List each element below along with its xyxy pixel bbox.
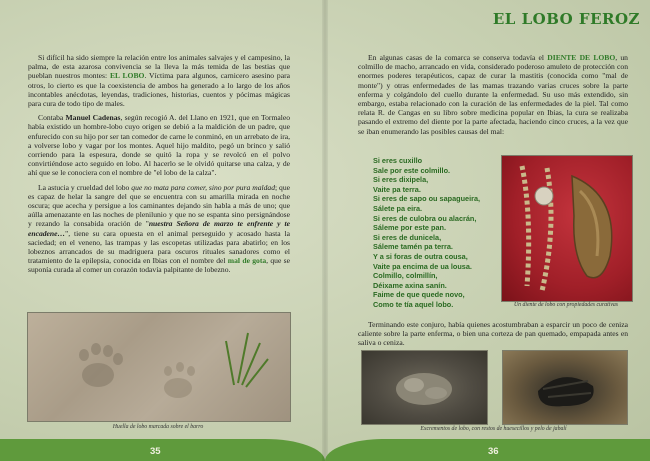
right-closing-text (358, 320, 628, 353)
spell-line: Colmillo, colmillín, (373, 271, 438, 281)
bold-mal-de-gota: mal de gota (227, 256, 267, 266)
section-title: EL LOBO FEROZ (492, 10, 640, 28)
wolf-track-image (28, 313, 290, 421)
prayer-quote: nuestra Señora de marzo te enfrente y te encadene… (28, 219, 290, 238)
paragraph-astucia: La astucia y crueldad del lobo que no mata para comer, sino por pura maldad; que es capaz de helar la sangre del que se encuentra con su amarilla mirada en noche oscura; que acecha y persigue a los caminantes dejando sin habla a más de uno; que aúlla amenazante en las noches de plenilunio y que no se espanta sino persignándose y rezando la consabida oración de "nuestra Señora de marzo te enfrente y te encadene…", tiene su cara opuesta en el animal perseguido y acosado hasta la saciedad; en el veneno, las trampas y las escopetas utilizadas para abatirlo; en los lobeznos arrancados de su madriguera para oscuros rituales sanadores como el tratamiento de la epilepsia, conocida en Ibias con el nombre del mal de gota, que se suponía curada al comer un corazón todavía palpitante de lobezno. (28, 182, 290, 275)
paragraph-intro: Si difícil ha sido siempre la relación entre los animales salvajes y el campesino, la palma, de esta azarosa convivencia se la lleva la más temida de las bestias que pueblan nuestros montes: EL LOBO. Víctima para algunos, carnicero asesino para otros, lo cierto es que la coexistencia de ambos ha generado a lo largo de los años incontables anécdotas, leyendas, tradiciones, historias, cuentos y pócimas mágicas para cura de todo tipo de males. (28, 53, 290, 109)
spell-line: Sáleme tamén pa terra. (373, 242, 453, 252)
healing-spell (373, 156, 513, 310)
scat-photo-1 (361, 350, 488, 425)
spell-line: Sálete pa eira. (373, 203, 423, 213)
left-footer-band (0, 439, 325, 461)
spell-line: Si eres de sapo ou sapagueira, (373, 194, 481, 204)
spell-line: Como te tía aquel lobo. (373, 299, 454, 309)
spell-line: Si eres de culobra ou alacrán, (373, 213, 477, 223)
scat-caption: Excrementos de lobo, con restos de huesecillos y pelo de jabalí (420, 426, 567, 432)
paragraph-diente-de-lobo: En algunas casas de la comarca se conserva todavía el DIENTE DE LOBO, un colmillo de macho, arrancado en vida, considerado poderoso amuleto de protección con enormes poderes terapéuticos, capaz de curar la mastitis (conocida como "mal de monte") y otras enfermedades de las mamas trazando varias cruces sobre la parte enferma y colgándolo del cuello durante la enfermedad. Su uso más extendido, sin embargo, estaba relacionado con la curación de las enfermedades de la piel. Tal como relata R. de Cangas en su libro sobre medicina popular en Ibias, la cura se realizaba pasando el extremo del diente por la parte afectada, haciendo cinco cruces, a la vez que se iban enumerando las posibles causas del mal: (358, 53, 628, 136)
spell-line: Sáleme por este pan. (373, 223, 446, 233)
spell-line: Y a si foras de outra cousa, (373, 251, 468, 261)
scat-image-2 (503, 351, 627, 424)
wolf-tooth-caption: Un diente de lobo con propiedades curativas (513, 302, 619, 308)
spell-line: Si eres dixipela, (373, 175, 429, 185)
page-number-right: 36 (488, 446, 499, 457)
spell-line: Vaite pa terra. (373, 184, 421, 194)
spell-line: Si eres cuxillo (373, 156, 423, 165)
spell-line: Faime de que quede novo, (373, 290, 465, 300)
wolf-track-photo (27, 312, 291, 422)
spell-line: Sale por este colmillo. (373, 165, 451, 175)
page-number-left: 35 (150, 446, 161, 457)
scat-image-1 (362, 351, 487, 424)
bold-manuel-cadenas: Manuel Cadenas (65, 113, 121, 123)
spell-line: Déixame axina sanín. (373, 280, 447, 290)
left-body-text (28, 53, 290, 280)
spell-line: Vaite pa encima de ua lousa. (373, 261, 472, 271)
bold-diente-de-lobo: DIENTE DE LOBO (547, 53, 616, 62)
spell-line: Si eres de dunicela, (373, 232, 442, 242)
wolf-tooth-photo (501, 155, 633, 302)
paragraph-hombre-lobo: Contaba Manuel Cadenas, según recogió A. del Llano en 1921, que en Tormaleo había existido un hombre-lobo cuyo origen se debió a la maldición de un padre, que enfurecido con su hijo por ser tan comedor de carne le conminó, en un arrebato de ira, a volverse lobo y vagar por los montes. Aquel hijo maldito, pegó un brinco y salió corriendo para la espesura, donde se quitó la ropa y se revolcó en el polvo convirtiéndose acto seguido en lobo. Al hacerlo se le olvidó quitarse una calza, y de ahí que se le conociera con el nombre de "el lobo de la calza". (28, 113, 291, 178)
right-body-text (358, 53, 628, 141)
bold-el-lobo: EL LOBO (109, 71, 145, 81)
paragraph-conjuro: Terminando este conjuro, había quienes acostumbraban a esparcir un poco de ceniza caliente sobre la parte enferma, o bien una corteza de pan quemado, empapada antes en saliva o ceniza. (358, 320, 628, 348)
wolf-track-caption: Huella de lobo marcada sobre el barro (112, 424, 204, 430)
wolf-tooth-image (502, 156, 632, 301)
scat-photo-2 (502, 350, 628, 425)
right-page (325, 0, 650, 461)
